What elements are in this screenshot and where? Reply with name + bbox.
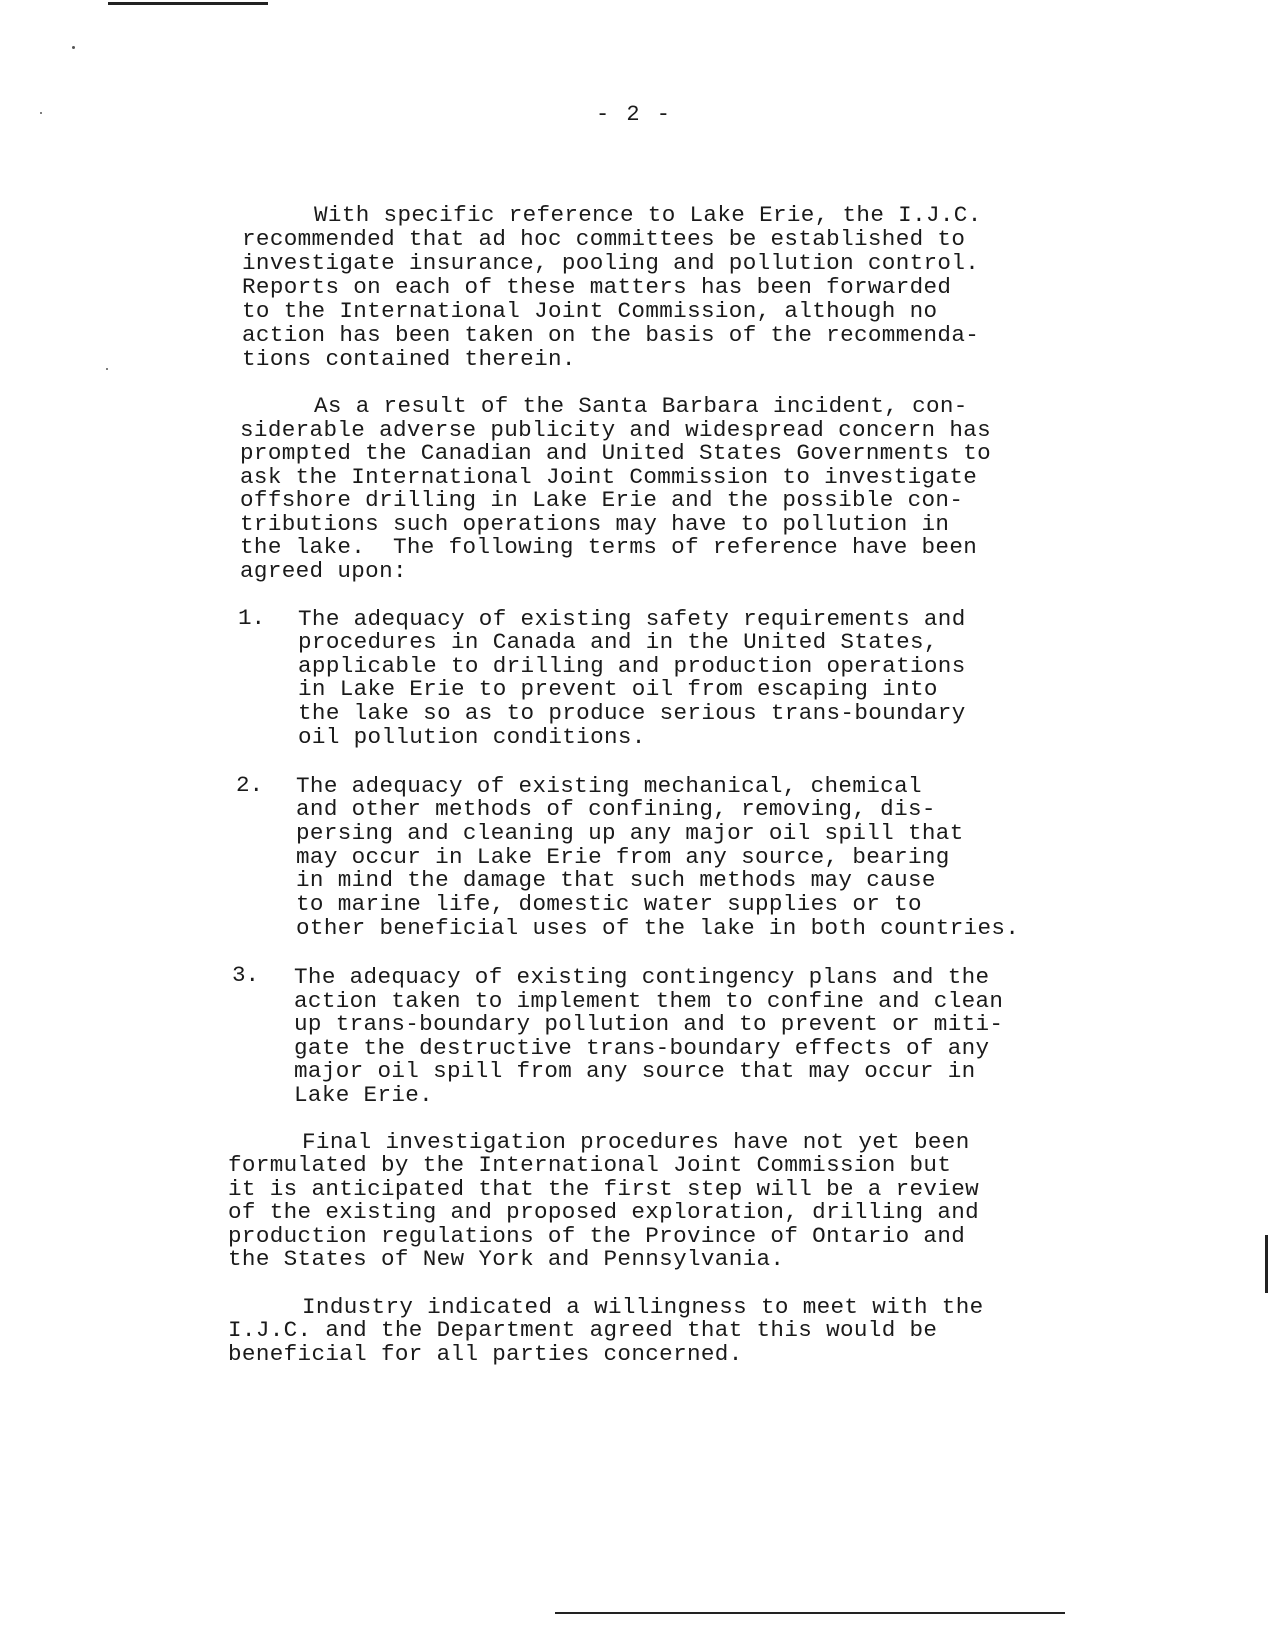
term-number: 2. [236,772,264,798]
text-line: it is anticipated that the first step will be a review [228,1176,980,1202]
text-line: gate the destructive trans-boundary effects of any [294,1035,990,1061]
text-line: up trans-boundary pollution and to prevent or miti- [294,1011,1004,1037]
text-line: agreed upon: [240,558,407,584]
text-line: Industry indicated a willingness to meet with the [302,1294,984,1320]
text-line: procedures in Canada and in the United States, [298,629,938,655]
term-number: 3. [232,962,260,988]
scan-speck [106,368,108,370]
text-line: may occur in Lake Erie from any source, bearing [296,844,950,870]
text-line: tions contained therein. [242,346,576,372]
text-line: Lake Erie. [294,1082,434,1108]
text-line: to the International Joint Commission, although no [242,298,938,324]
text-line: persing and cleaning up any major oil spill that [296,820,964,846]
text-line: the States of New York and Pennsylvania. [228,1246,785,1272]
text-line: recommended that ad hoc committees be established to [242,226,966,252]
text-line: The adequacy of existing contingency plans and the [294,964,990,990]
text-line: prompted the Canadian and United States Governments to [240,440,992,466]
text-line: siderable adverse publicity and widespread concern has [240,417,992,443]
text-line: to marine life, domestic water supplies or to [296,891,922,917]
text-line: major oil spill from any source that may occur in [294,1058,976,1084]
bottom-rule [555,1612,1065,1614]
term-number: 1. [238,605,266,631]
text-line: other beneficial uses of the lake in both countries. [296,915,1020,941]
text-line: in Lake Erie to prevent oil from escaping into [298,676,938,702]
text-line: With specific reference to Lake Erie, the I.J.C. [314,202,982,228]
text-line: beneficial for all parties concerned. [228,1341,743,1367]
scan-speck [72,46,75,49]
text-line: production regulations of the Province of Ontario and [228,1223,966,1249]
page-number: - 2 - [595,102,672,127]
text-line: the lake so as to produce serious trans-boundary [298,700,966,726]
text-line: I.J.C. and the Department agreed that this would be [228,1317,938,1343]
text-line: Final investigation procedures have not yet been [302,1129,970,1155]
text-line: applicable to drilling and production operations [298,653,966,679]
text-line: As a result of the Santa Barbara incident, con- [314,393,968,419]
text-line: The adequacy of existing mechanical, chemical [296,773,922,799]
text-line: The adequacy of existing safety requirements and [298,606,966,632]
text-line: the lake. The following terms of reference have been [240,534,978,560]
text-line: oil pollution conditions. [298,724,646,750]
text-line: Reports on each of these matters has been forwarded [242,274,952,300]
text-line: investigate insurance, pooling and pollution control. [242,250,980,276]
text-line: tributions such operations may have to pollution in [240,511,950,537]
text-line: formulated by the International Joint Commission but [228,1152,952,1178]
text-line: and other methods of confining, removing, dis- [296,796,936,822]
text-line: action has been taken on the basis of the recommenda- [242,322,980,348]
text-line: in mind the damage that such methods may cause [296,867,936,893]
top-rule [108,2,268,5]
text-line: of the existing and proposed exploration, drilling and [228,1199,980,1225]
text-line: action taken to implement them to confine and clean [294,988,1004,1014]
text-line: offshore drilling in Lake Erie and the possible con- [240,487,964,513]
text-line: ask the International Joint Commission to investigate [240,464,978,490]
